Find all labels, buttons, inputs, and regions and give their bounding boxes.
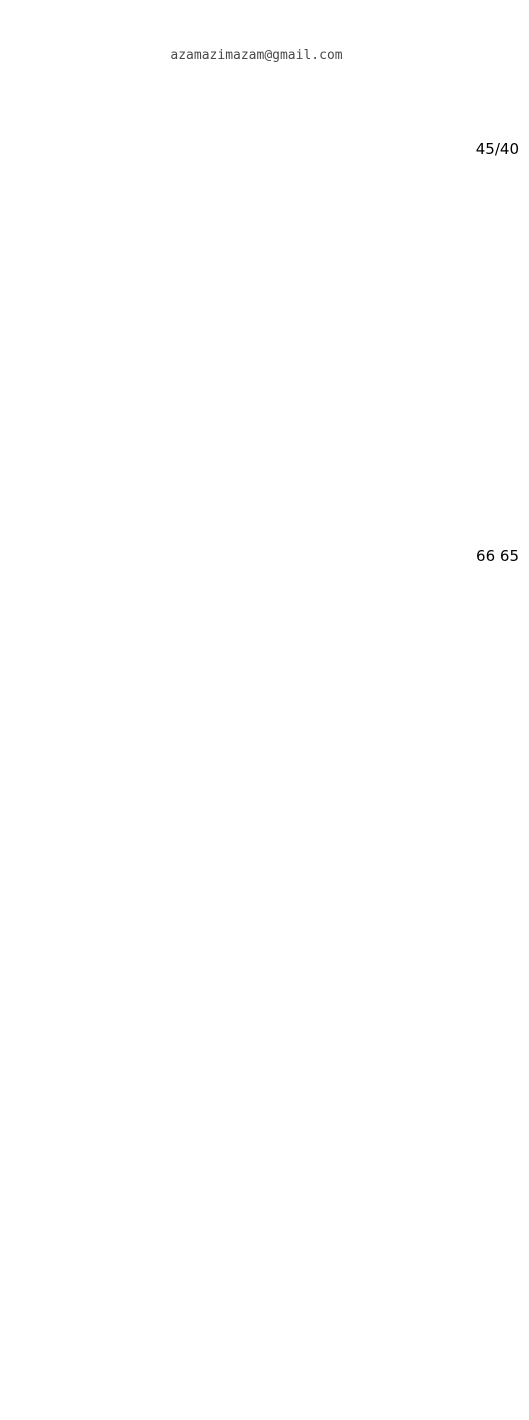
article-body-3 xyxy=(10,1165,519,1420)
quote-intro-line xyxy=(10,688,519,721)
body-line: 65 66 xyxy=(476,547,519,565)
verse-block-2 xyxy=(10,882,519,938)
body-line xyxy=(10,503,519,536)
article-title xyxy=(10,10,519,40)
body-line xyxy=(10,96,519,129)
body-line xyxy=(10,355,519,388)
body-line xyxy=(10,1350,519,1383)
body-line xyxy=(10,1276,519,1309)
body-line xyxy=(10,1165,519,1198)
body-line xyxy=(10,1128,519,1161)
body-line xyxy=(10,244,519,277)
body-line xyxy=(10,1054,519,1087)
verse-line xyxy=(10,882,250,910)
body-line xyxy=(10,466,519,499)
body-line xyxy=(10,980,519,1013)
body-line xyxy=(10,281,519,314)
body-line xyxy=(10,1017,519,1050)
quote-intro-1 xyxy=(10,688,519,721)
verse-line xyxy=(280,725,520,753)
verse-line xyxy=(10,910,250,938)
body-line xyxy=(10,651,519,684)
body-line xyxy=(10,207,519,240)
author-email: azamazimazam@gmail.com xyxy=(170,48,343,63)
body-line xyxy=(10,318,519,351)
verse-line xyxy=(280,882,520,910)
article-body-2 xyxy=(10,980,519,1161)
body-line xyxy=(10,1202,519,1235)
verse-block-1 xyxy=(10,725,519,781)
body-line: 45/40 xyxy=(475,140,519,158)
body-line xyxy=(10,392,519,425)
body-line xyxy=(10,1313,519,1346)
byline xyxy=(10,48,519,70)
body-line xyxy=(10,1387,519,1420)
verse-line xyxy=(10,725,250,753)
body-line xyxy=(10,170,519,203)
quote-intro-line xyxy=(10,811,519,844)
article-body xyxy=(10,96,519,684)
body-line xyxy=(10,1239,519,1272)
quote-intro-2 xyxy=(10,811,519,844)
body-line xyxy=(10,429,519,462)
verse-line xyxy=(280,910,520,938)
body-line xyxy=(10,614,519,647)
body-line xyxy=(10,1091,519,1124)
verse-line xyxy=(280,753,520,781)
body-line xyxy=(10,577,519,610)
verse-line xyxy=(10,753,250,781)
